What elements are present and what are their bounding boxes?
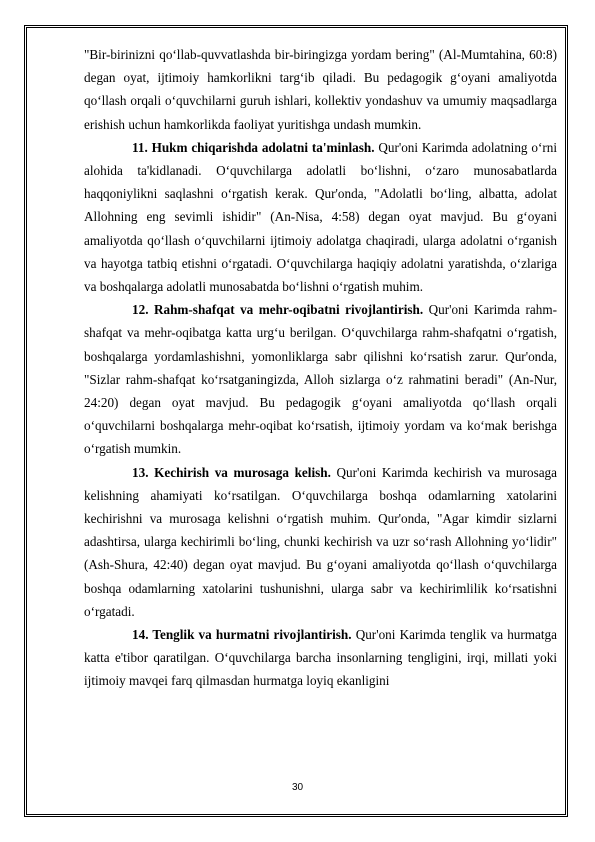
paragraph-heading: 12. Rahm-shafqat va mehr-oqibatni rivojlantirish. [132,302,424,318]
paragraph-14 [84,623,557,693]
paragraph-text: Qur'oni Karimda adolatning o‘rni alohida ta'kidlanadi. O‘quvchilarga adolatli bo‘lishni, o‘zaro munosabatlarda haqqoniylikni saqlashni o‘rgatish kerak. Qur'onda, "Adolatli bo‘ling, albatta, adolat Allohning eng sevimli ishidir" (An-Nisa, 4:58) degan oyat mavjud. Bu g‘oyani amaliyotda qo‘llash o‘quvchilarni ijtimoiy adolatga chaqiradi, ularga adolatni o‘rganish va hayotga tatbiq etishni o‘rgatadi. O‘quvchilarga haqiqiy adolatni yaratishda, o‘zlariga va boshqalarga adolatli munosabatda bo‘lishni o‘rgatish muhim. [84,139,557,295]
paragraph-text: Qur'oni Karimda rahm-shafqat va mehr-oqibatga katta urg‘u berilgan. O‘quvchilarga rahm-shafqatni o‘rgatish, boshqalarga yordamlashishni, yomonliklarga sabr qilishni ko‘rsatish zarur. Qur'onda, "Sizlar rahm-shafqat ko‘rsatganingizda, Alloh sizlarga o‘z rahmatini beradi" (An-Nur, 24:20) degan oyat mavjud. Bu pedagogik g‘oyani amaliyotda qo‘llash orqali o‘quvchilarni boshqalarga mehr-oqibat ko‘rsatish, ijtimoiy yordam va ko‘mak berishga o‘rgatish mumkin. [84,302,557,457]
paragraph-13 [84,461,557,623]
paragraph-heading: 14. Tenglik va hurmatni rivojlantirish. [132,627,352,643]
paragraph-text: "Bir-birinizni qo‘llab-quvvatlashda bir-biringizga yordam bering" (Al-Mumtahina, 60:8) degan oyat, ijtimoiy hamkorlikni targ‘ib qiladi. Bu pedagogik g‘oyani amaliyotda qo‘llash orqali o‘quvchilarni guruh ishlari, kollektiv yondashuv va umumiy maqsadlarga erishish uchun hamkorlikda faoliyat yuritishga undash mumkin. [84,47,557,132]
paragraph-continuation [84,43,557,136]
paragraph-heading: 13. Kechirish va murosaga kelish. [132,464,331,480]
document-body [84,43,557,693]
paragraph-text: Qur'oni Karimda tenglik va hurmatga katta e'tibor qaratilgan. O‘quvchilarga barcha insonlarning tengligini, irqi, millati yoki ijtimoiy mavqei farq qilmasdan hurmatga loyiq ekanligini [84,627,557,689]
paragraph-11 [84,136,557,298]
paragraph-heading: 11. Hukm chiqarishda adolatni ta'minlash. [132,139,375,155]
paragraph-12 [84,298,557,460]
paragraph-text: Qur'oni Karimda kechirish va murosaga kelishning ahamiyati ko‘rsatilgan. O‘quvchilarga boshqa odamlarning xatolarini kechirishni va murosaga kelishni o‘rgatish muhim. Qur'onda, "Agar kimdir sizlarni adashtirsa, ularga kechirimli bo‘ling, chunki kechirish va uzr so‘rash Allohning yo‘lidir" (Ash-Shura, 42:40) degan oyat mavjud. Bu g‘oyani amaliyotda qo‘llash o‘quvchilarga boshqa odamlarning xatolarini tushunishni, ularga sabr va kechirimlilik ko‘rsatishni o‘rgatadi. [84,464,557,619]
page-number: 30 [291,782,304,793]
